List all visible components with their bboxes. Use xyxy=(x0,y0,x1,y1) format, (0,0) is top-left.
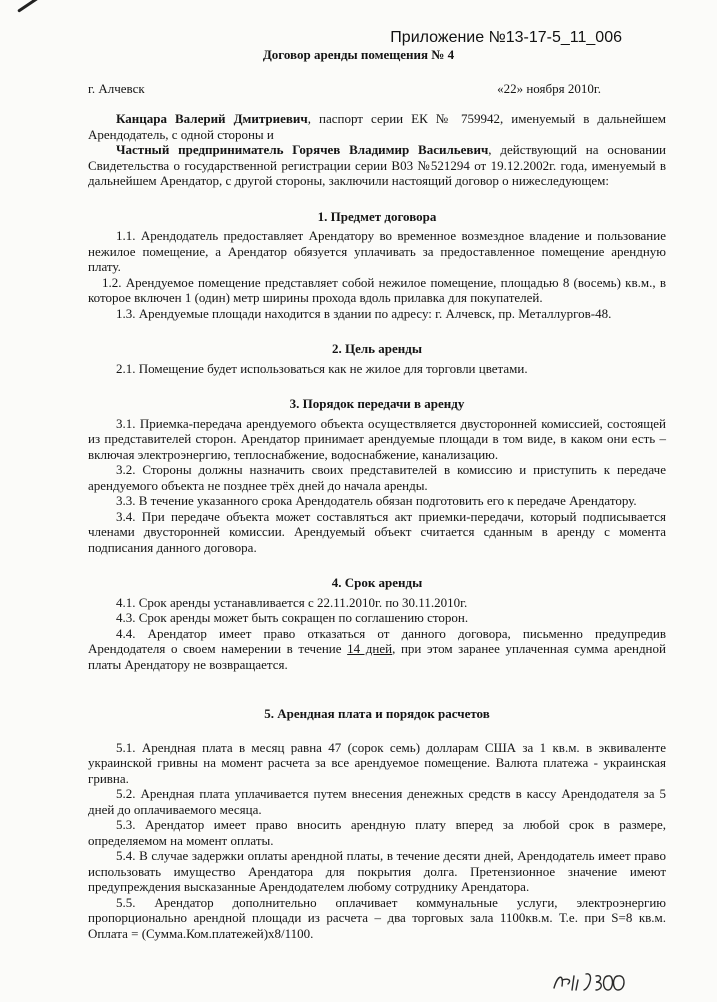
document-title: Договор аренды помещения № 4 xyxy=(262,47,455,62)
contract-date: «22» ноября 2010г. xyxy=(497,81,601,96)
clause-5-3: 5.3. Арендатор имеет право вносить арендную плату вперед за любой срок в размере, определяемом на момент оплаты. xyxy=(88,817,666,848)
tenant-text: , действующий на основании Свидетельства о государственной регистрации серии В03 №521294 от 19.12.2002г. года, именуемый в дальнейшем Арендатор, с другой стороны, заключили настоящий договор о нижеследующем: xyxy=(88,142,666,188)
appendix-number: Приложение №13-17-5_11_006 xyxy=(390,29,622,46)
section-2-title: 2. Цель аренды xyxy=(331,341,423,356)
tenant-name: Частный предприниматель Горячев Владимир Васильевич xyxy=(116,142,489,157)
handwritten-signature xyxy=(550,968,640,996)
clause-3-4: 3.4. При передаче объекта может составляться акт приемки-передачи, который подписывается членами двусторонней комиссии. Арендуемый объект считается сданным в аренду с момента подписания данного договора. xyxy=(88,508,666,555)
clause-1-3: 1.3. Арендуемые площади находится в здании по адресу: г. Алчевск, пр. Металлургов-48. xyxy=(116,305,612,321)
contract-body xyxy=(88,111,666,941)
clause-4-4 xyxy=(88,626,666,673)
clause-4-4-text-end: , при этом заранее уплаченная сумма арендной платы Арендатору не возвращается. xyxy=(88,641,666,672)
clause-4-4-underlined-term: 14 дней xyxy=(347,641,393,656)
clause-2-1: 2.1. Помещение будет использоваться как не жилое для торговли цветами. xyxy=(116,360,528,376)
clause-5-2: 5.2. Арендная плата уплачивается путем внесения денежных средств в кассу Арендодателя за 5 дней до оплачиваемого месяца. xyxy=(88,786,666,817)
section-1-title: 1. Предмет договора xyxy=(317,208,437,224)
clause-4-1: 4.1. Срок аренды устанавливается с 22.11.2010г. по 30.11.2010г. xyxy=(116,594,468,610)
clause-5-5: 5.5. Арендатор дополнительно оплачивает коммунальные услуги, электроэнергию пропорционально арендной площади из расчета – два торговых зала 1100кв.м. Т.е. при S=8 кв.м. Оплата = (Сумма.Ком.платежей)х8/1100. xyxy=(88,894,666,941)
spacer xyxy=(88,726,666,740)
pen-mark xyxy=(17,0,55,13)
clause-5-4: 5.4. В случае задержки оплаты арендной платы, в течение десяти дней, Арендодатель имеет право использовать имущество Арендатора для покрытия долга. Претензионное значение имеют предупреждения высказанные Арендодателем любому сотруднику Арендатора. xyxy=(88,848,666,894)
city: г. Алчевск xyxy=(88,81,145,96)
landlord-name: Канцара Валерий Дмитриевич xyxy=(116,111,308,126)
landlord-text: , паспорт серии ЕК № 759942, именуемый в дальнейшем Арендодатель, с одной стороны и xyxy=(88,111,666,142)
spacer xyxy=(88,672,666,686)
clause-5-1: 5.1. Арендная плата в месяц равна 47 (сорок семь) долларам США за 1 кв.м. в эквиваленте украинской гривны на момент расчета за все арендуемое помещение. Валюта платежа - украинская гривна. xyxy=(88,739,666,786)
section-5-title: 5. Арендная плата и порядок расчетов xyxy=(264,706,490,721)
section-4-title: 4. Срок аренды xyxy=(331,575,423,590)
clause-1-2: 1.2. Арендуемое помещение представляет собой нежилое помещение, площадью 8 (восемь) кв.м., в которое включен 1 (один) метр ширины прохода вдоль прилавка для покупателей. xyxy=(88,274,666,305)
section-3-title: 3. Порядок передачи в аренду xyxy=(289,396,465,411)
intro-tenant xyxy=(88,142,666,189)
intro-landlord xyxy=(88,111,666,142)
clause-3-1: 3.1. Приемка-передача арендуемого объекта осуществляется двусторонней комиссией, состоящей из представителей сторон. Арендатор принимает арендуемые площади в том виде, в каком они есть – включая электроэнергию, теплоснабжение, водоснабжение, канализацию. xyxy=(88,415,666,462)
clause-3-2: 3.2. Стороны должны назначить своих представителей в комиссию и приступить к передаче арендуемого объекта не позднее трёх дней до начала аренды. xyxy=(88,462,666,493)
clause-4-4-text-start: 4.4. Арендатор имеет право отказаться от данного договора, письменно предупредив Арендодателя о своем намерении в течение xyxy=(88,625,666,656)
clause-3-3: 3.3. В течение указанного срока Арендодатель обязан подготовить его к передаче Арендатору. xyxy=(116,493,637,508)
clause-4-3: 4.3. Срок аренды может быть сокращен по соглашению сторон. xyxy=(116,610,469,625)
clause-1-1: 1.1. Арендодатель предоставляет Арендатору во временное возмездное владение и пользование нежилое помещение, а Арендатор обязуется уплачивать за предоставленное помещение арендную плату. xyxy=(88,228,666,274)
